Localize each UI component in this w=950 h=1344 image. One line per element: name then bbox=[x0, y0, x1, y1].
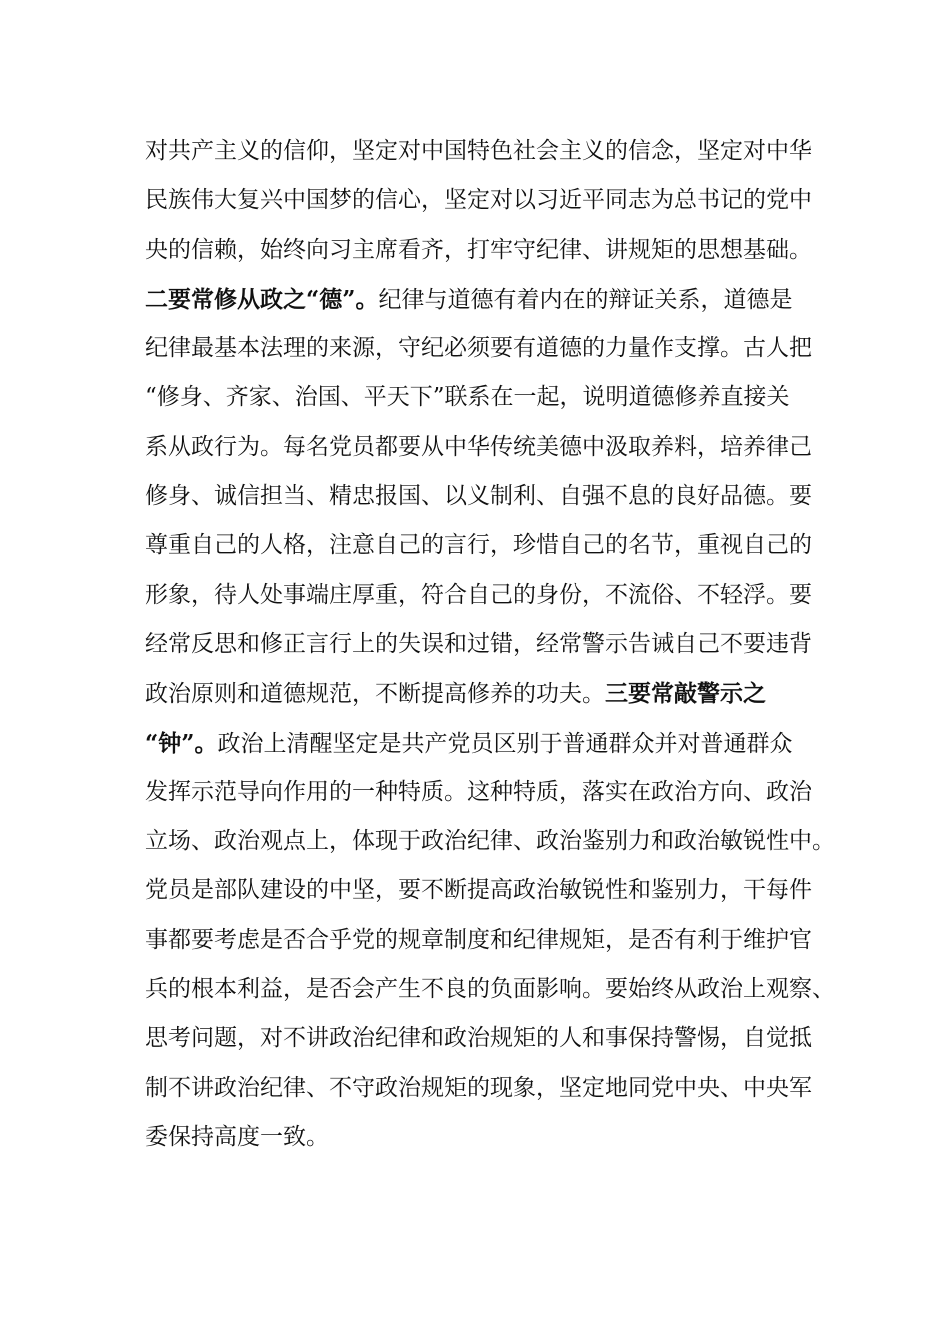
text-line bbox=[145, 226, 825, 275]
body-text-segment: 央的信赖，始终向习主席看齐，打牢守纪律、讲规矩的思想基础。 bbox=[145, 236, 812, 263]
text-line bbox=[145, 965, 835, 1014]
body-paragraph bbox=[145, 127, 835, 1162]
bold-heading-text: “钟”。 bbox=[145, 729, 218, 757]
bold-heading-text: 二要常修从政之“德”。 bbox=[145, 285, 379, 313]
body-text-segment: 兵的根本利益，是否会产生不良的负面影响。要始终从政治上观察、 bbox=[145, 976, 835, 1003]
body-text-segment: 政治上清醒坚定是共产党员区别于普通群众并对普通群众 bbox=[217, 730, 793, 757]
text-line bbox=[145, 472, 825, 521]
text-line bbox=[145, 817, 835, 866]
text-line bbox=[145, 1064, 825, 1113]
text-line bbox=[145, 768, 825, 817]
body-text-segment: 经常反思和修正言行上的失误和过错，经常警示告诫自己不要违背 bbox=[145, 630, 812, 657]
body-text-segment: 制不讲政治纪律、不守政治规矩的现象，坚定地同党中央、中央军 bbox=[145, 1074, 812, 1101]
body-text-segment: 立场、政治观点上，体现于政治纪律、政治鉴别力和政治敏锐性中。 bbox=[145, 828, 835, 855]
bold-heading-text: 三要常敲警示之 bbox=[605, 680, 766, 708]
body-text-segment: 事都要考虑是否合乎党的规章制度和纪律规矩，是否有利于维护官 bbox=[145, 926, 812, 953]
body-text-segment: 形象，待人处事端庄厚重，符合自己的身份，不流俗、不轻浮。要 bbox=[145, 581, 812, 608]
body-text-segment: 发挥示范导向作用的一种特质。这种特质，落实在政治方向、政治 bbox=[145, 778, 812, 805]
text-line bbox=[145, 275, 825, 324]
text-line bbox=[145, 1113, 825, 1162]
text-line bbox=[145, 571, 825, 620]
text-line bbox=[145, 521, 825, 570]
text-line bbox=[145, 669, 825, 718]
text-line bbox=[145, 1014, 825, 1063]
body-text-segment: 思考问题，对不讲政治纪律和政治规矩的人和事保持警惕，自觉抵 bbox=[145, 1025, 812, 1052]
body-text-segment: 纪律最基本法理的来源，守纪必须要有道德的力量作支撑。古人把 bbox=[145, 335, 812, 362]
body-text-segment: 对共产主义的信仰，坚定对中国特色社会主义的信念，坚定对中华 bbox=[145, 138, 812, 164]
text-line bbox=[145, 620, 825, 669]
body-text-segment: 纪律与道德有着内在的辩证关系，道德是 bbox=[378, 286, 793, 313]
body-text-segment: 修身、诚信担当、精忠报国、以义制利、自强不息的良好品德。要 bbox=[145, 483, 812, 510]
body-text-segment: 民族伟大复兴中国梦的信心，坚定对以习近平同志为总书记的党中 bbox=[145, 187, 812, 214]
text-line bbox=[145, 127, 825, 176]
text-line bbox=[145, 176, 825, 225]
text-line bbox=[145, 324, 825, 373]
text-line bbox=[145, 916, 825, 965]
body-text-segment: 党员是部队建设的中坚，要不断提高政治敏锐性和鉴别力，干每件 bbox=[145, 877, 812, 904]
body-text-segment: 尊重自己的人格，注意自己的言行，珍惜自己的名节，重视自己的 bbox=[145, 532, 812, 559]
text-line bbox=[145, 866, 825, 915]
body-text-segment: 委保持高度一致。 bbox=[145, 1123, 329, 1150]
text-line bbox=[145, 719, 825, 768]
text-line bbox=[145, 373, 825, 422]
text-line bbox=[145, 423, 825, 472]
body-text-segment: “修身、齐家、治国、平天下”联系在一起，说明道德修养直接关 bbox=[145, 384, 790, 411]
body-text-segment: 政治原则和道德规范，不断提高修养的功夫。 bbox=[145, 681, 605, 708]
body-text-segment: 系从政行为。每名党员都要从中华传统美德中汲取养料，培养律己 bbox=[145, 433, 812, 460]
